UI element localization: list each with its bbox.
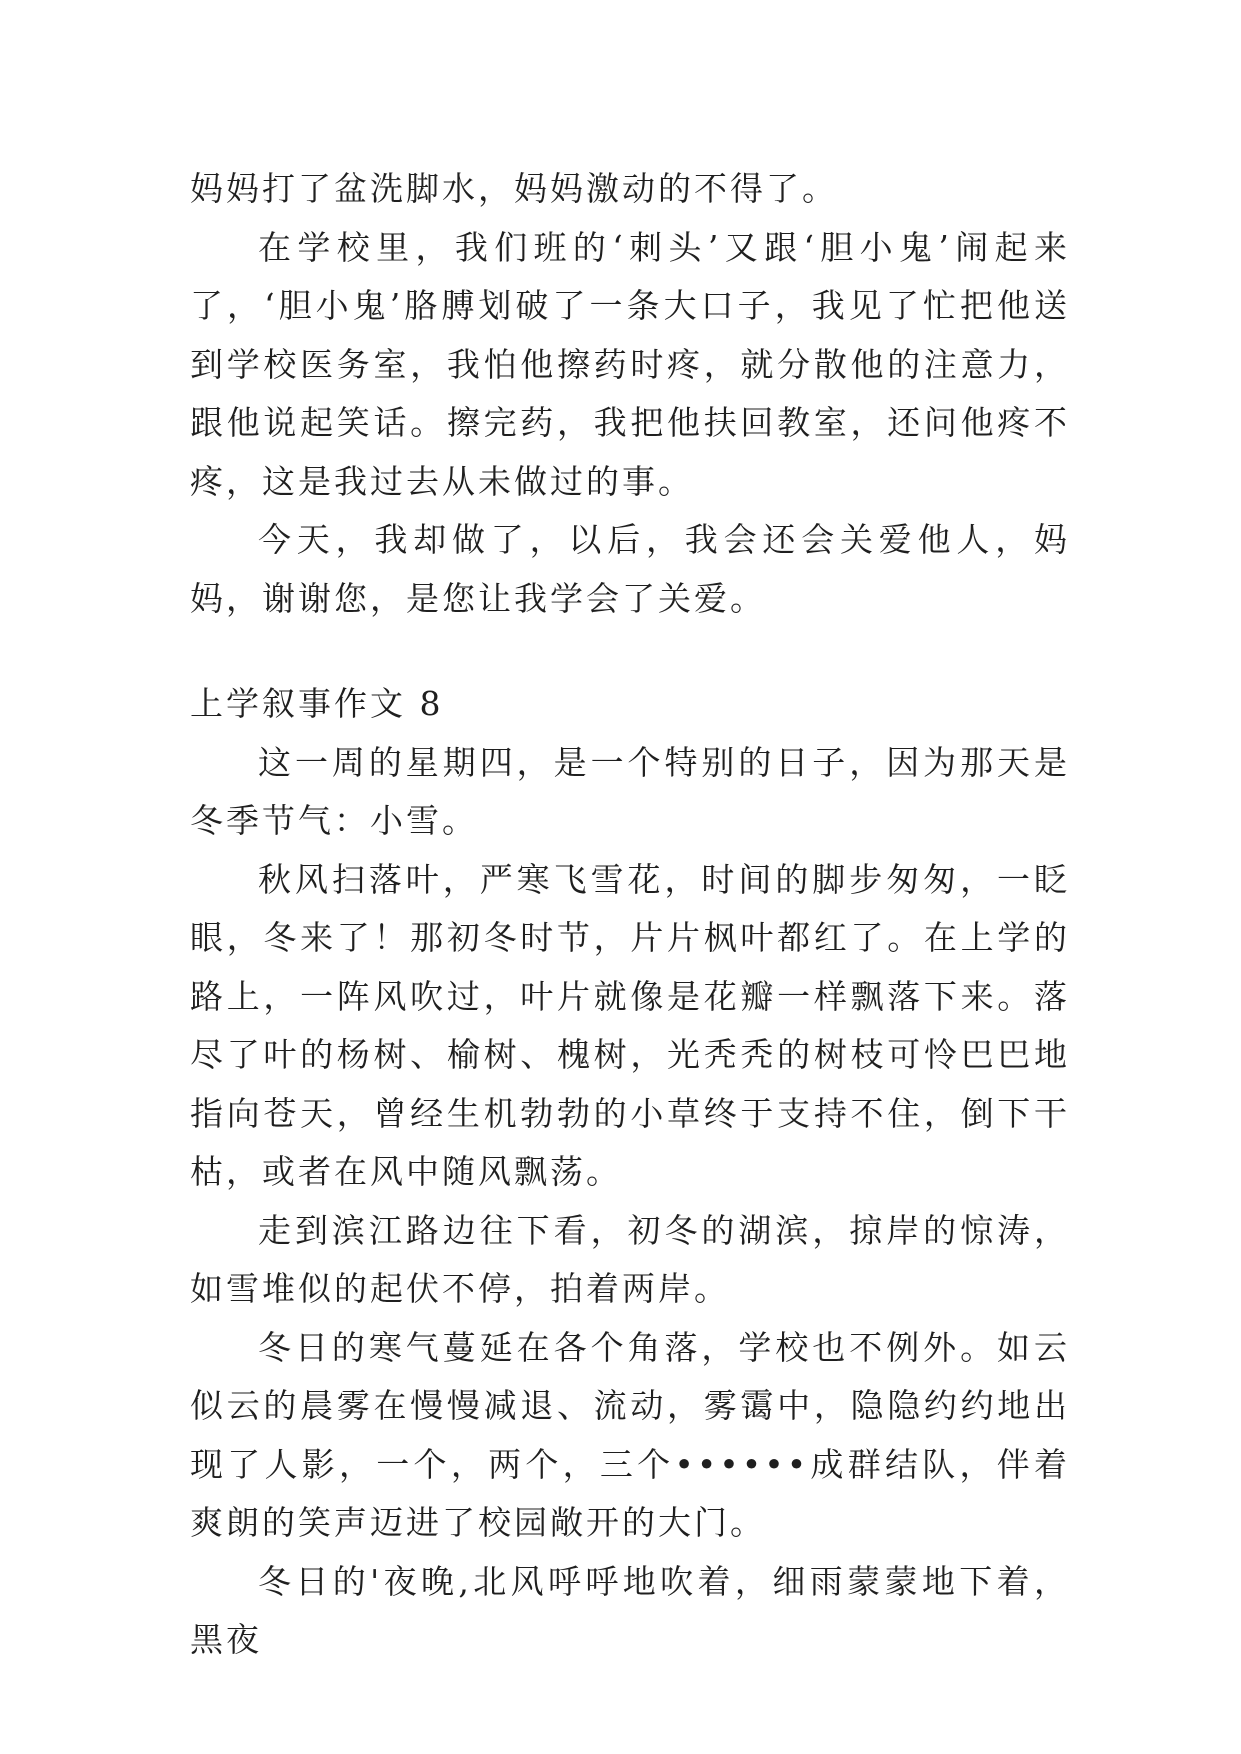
document-page <box>190 160 1070 1670</box>
section-title: 上学叙事作文 8 <box>190 684 444 723</box>
paragraph-1: 妈妈打了盆洗脚水，妈妈激动的不得了。 <box>190 169 838 208</box>
paragraph-2: 在学校里，我们班的‘刺头’又跟‘胆小鬼’闹起来了，‘胆小鬼’胳膊划破了一条大口子，我见了忙把他送到学校医务室，我怕他擦药时疼，就分散他的注意力，跟他说起笑话。擦完药，我把他扶回教室，还问他疼不疼，这是我过去从未做过的事。 <box>190 227 1070 501</box>
paragraph-4: 这一周的星期四，是一个特别的日子，因为那天是冬季节气：小雪。 <box>190 742 1070 840</box>
paragraph-5: 秋风扫落叶，严寒飞雪花，时间的脚步匆匆，一眨眼，冬来了！那初冬时节，片片枫叶都红了。在上学的路上，一阵风吹过，叶片就像是花瓣一样飘落下来。落尽了叶的杨树、榆树、槐树，光秃秃的树枝可怜巴巴地指向苍天，曾经生机勃勃的小草终于支持不住，倒下干枯，或者在风中随风飘荡。 <box>190 859 1070 1191</box>
paragraph-7: 冬日的寒气蔓延在各个角落，学校也不例外。如云似云的晨雾在慢慢减退、流动，雾霭中，隐隐约约地出现了人影，一个，两个，三个••••••成群结队，伴着爽朗的笑声迈进了校园敞开的大门。 <box>190 1327 1070 1542</box>
paragraph-3: 今天，我却做了，以后，我会还会关爱他人，妈妈，谢谢您，是您让我学会了关爱。 <box>190 520 1070 618</box>
paragraph-6: 走到滨江路边往下看，初冬的湖滨，掠岸的惊涛，如雪堆似的起伏不停，拍着两岸。 <box>190 1210 1070 1308</box>
paragraph-8: 冬日的'夜晚,北风呼呼地吹着，细雨蒙蒙地下着，黑夜 <box>190 1561 1070 1659</box>
